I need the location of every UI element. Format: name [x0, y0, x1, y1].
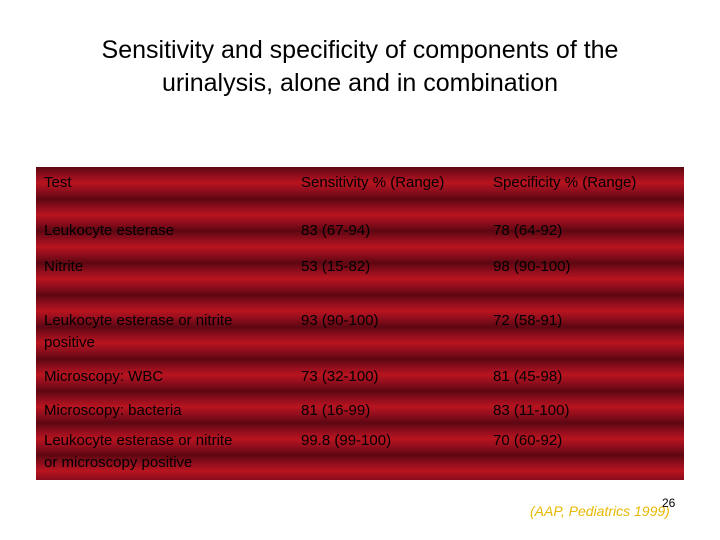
row-test-line-2: positive	[44, 334, 95, 351]
row-test-line-2: or microscopy positive	[44, 454, 193, 471]
header-specificity: Specificity % (Range)	[493, 174, 637, 191]
results-table	[36, 167, 684, 480]
row-sensitivity: 81 (16-99)	[301, 402, 371, 419]
row-sensitivity: 99.8 (99-100)	[301, 432, 392, 449]
row-sensitivity: 83 (67-94)	[301, 222, 371, 239]
row-specificity: 72 (58-91)	[493, 312, 563, 329]
row-specificity: 83 (11-100)	[493, 402, 570, 419]
title-line-1: Sensitivity and specificity of components of the	[101, 36, 619, 64]
row-sensitivity: 73 (32-100)	[301, 368, 379, 385]
row-test: Leukocyte esterase	[44, 222, 175, 239]
title-line-2: urinalysis, alone and in combination	[161, 69, 559, 97]
row-sensitivity: 93 (90-100)	[301, 312, 379, 329]
slide-title	[40, 34, 680, 100]
row-specificity: 98 (90-100)	[493, 258, 571, 275]
header-test: Test	[44, 174, 72, 191]
row-test-line-1: Leukocyte esterase or nitrite	[44, 312, 233, 329]
citation: (AAP, Pediatrics 1999)	[530, 503, 670, 519]
row-test: Nitrite	[44, 258, 84, 275]
row-sensitivity: 53 (15-82)	[301, 258, 371, 275]
page-number: 26	[662, 496, 676, 510]
row-test: Microscopy: WBC	[44, 368, 164, 385]
header-sensitivity: Sensitivity % (Range)	[301, 174, 445, 191]
row-test-line-1: Leukocyte esterase or nitrite	[44, 432, 233, 449]
row-specificity: 78 (64-92)	[493, 222, 563, 239]
row-specificity: 70 (60-92)	[493, 432, 563, 449]
row-specificity: 81 (45-98)	[493, 368, 563, 385]
row-test: Microscopy: bacteria	[44, 402, 182, 419]
